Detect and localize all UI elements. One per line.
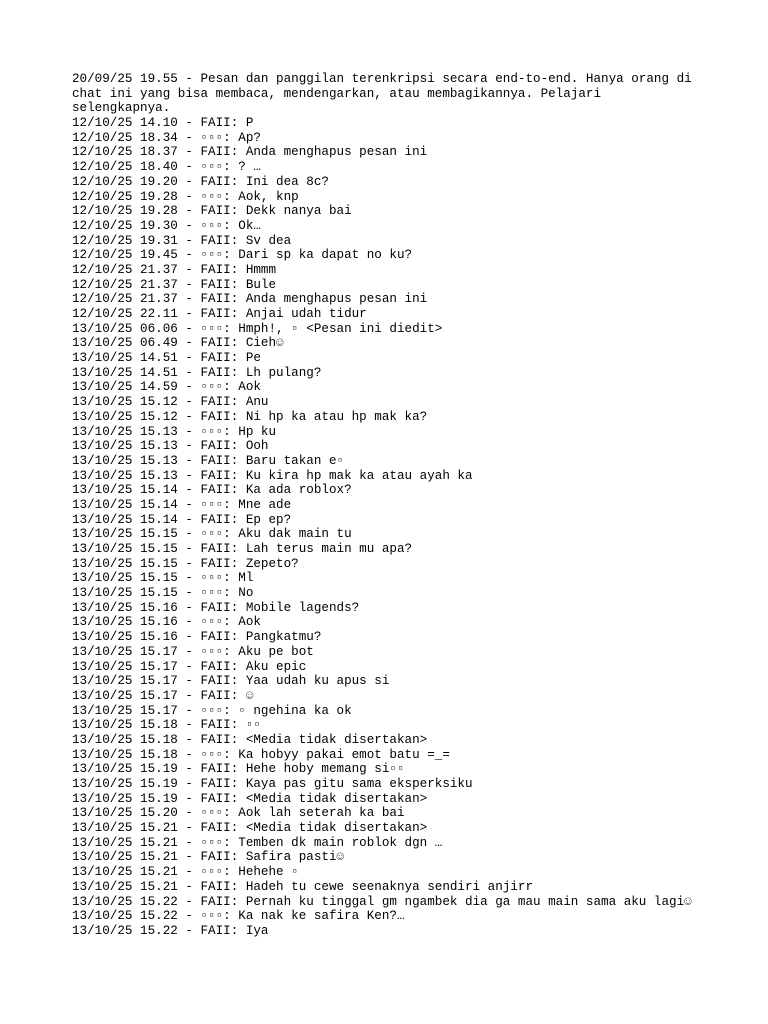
chat-message-line: 13/10/25 15.16 - FAII: Pangkatmu? (72, 630, 322, 645)
chat-message-line: 12/10/25 18.40 - ▫▫▫: ? … (72, 160, 261, 175)
chat-message-line: 13/10/25 15.22 - ▫▫▫: Ka nak ke safira Ken?… (72, 909, 405, 924)
chat-message-line: 13/10/25 14.59 - ▫▫▫: Aok (72, 380, 261, 395)
chat-message-line: 12/10/25 14.10 - FAII: P (72, 116, 254, 131)
chat-message-line: 13/10/25 15.13 - FAII: Baru takan e▫ (72, 453, 345, 468)
chat-message-line: 13/10/25 15.17 - ▫▫▫: Aku pe bot (72, 644, 314, 659)
chat-message-line: 13/10/25 15.16 - FAII: Mobile lagends? (72, 600, 360, 615)
chat-message-line: 12/10/25 19.30 - ▫▫▫: Ok… (72, 218, 261, 233)
chat-message-line: 13/10/25 15.14 - FAII: Ep ep? (72, 512, 292, 527)
chat-message-line: 12/10/25 18.37 - FAII: Anda menghapus pesan ini (72, 145, 428, 160)
chat-message-line: 13/10/25 14.51 - FAII: Pe (72, 351, 261, 366)
chat-message-line: 13/10/25 06.49 - FAII: Cieh☺ (72, 336, 284, 351)
chat-message-line: 13/10/25 15.19 - FAII: Kaya pas gitu sama eksperksiku (72, 777, 473, 791)
chat-export-document (72, 72, 702, 939)
chat-message-line: 13/10/25 15.20 - ▫▫▫: Aok lah seterah ka bai (72, 806, 405, 821)
chat-message-line: 13/10/25 15.13 - FAII: Ooh (72, 439, 269, 454)
chat-message-line: 12/10/25 21.37 - FAII: Hmmm (72, 262, 277, 277)
chat-message-line: 12/10/25 21.37 - FAII: Anda menghapus pesan ini (72, 292, 428, 307)
chat-message-line: 13/10/25 15.21 - FAII: Safira pasti☺ (72, 850, 345, 865)
chat-message-line: 13/10/25 15.16 - ▫▫▫: Aok (72, 615, 261, 630)
chat-message-line: 12/10/25 21.37 - FAII: Bule (72, 277, 277, 292)
chat-message-line: 12/10/25 19.28 - ▫▫▫: Aok, knp (72, 189, 299, 204)
chat-message-line: 12/10/25 19.31 - FAII: Sv dea (72, 233, 292, 248)
chat-message-line: 13/10/25 15.21 - ▫▫▫: Temben dk main roblok dgn … (72, 835, 443, 850)
chat-message-line: 13/10/25 15.18 - ▫▫▫: Ka hobyy pakai emot batu =_= (72, 747, 450, 762)
chat-message-line: 13/10/25 15.15 - ▫▫▫: No (72, 586, 254, 601)
chat-message-line: 13/10/25 15.18 - FAII: <Media tidak disertakan> (72, 732, 428, 747)
chat-message-line: 13/10/25 15.15 - FAII: Lah terus main mu apa? (72, 542, 413, 556)
chat-message-line: 13/10/25 15.19 - FAII: Hehe hoby memang si▫▫ (72, 762, 405, 777)
chat-message-line: 13/10/25 15.14 - ▫▫▫: Mne ade (72, 497, 292, 512)
chat-message-line: 13/10/25 15.15 - ▫▫▫: Ml (72, 571, 254, 586)
chat-message-line: 13/10/25 15.22 - FAII: Pernah ku tinggal gm ngambek dia ga mau main sama aku lagi☺ (72, 894, 692, 909)
chat-message-line: 13/10/25 15.17 - FAII: ☺ (72, 688, 254, 703)
chat-message-line: 12/10/25 19.45 - ▫▫▫: Dari sp ka dapat no ku? (72, 248, 413, 263)
chat-message-line: 12/10/25 22.11 - FAII: Anjai udah tidur (72, 307, 367, 321)
chat-message-line: 13/10/25 15.21 - FAII: Hadeh tu cewe seenaknya sendiri anjirr (72, 879, 534, 894)
chat-message-line: 13/10/25 15.12 - FAII: Anu (72, 395, 269, 410)
chat-message-line: 13/10/25 15.17 - FAII: Yaa udah ku apus si (72, 674, 390, 689)
chat-message-list (72, 116, 702, 939)
encryption-notice: 20/09/25 19.55 - Pesan dan panggilan terenkripsi secara end-to-end. Hanya orang di chat ini yang bisa membaca, mendengarkan, atau membagikannya. Pelajari selengkapnya. (72, 72, 692, 116)
chat-message-line: 13/10/25 15.19 - FAII: <Media tidak disertakan> (72, 791, 428, 806)
chat-message-line: 13/10/25 15.13 - ▫▫▫: Hp ku (72, 424, 277, 439)
chat-message-line: 13/10/25 15.12 - FAII: Ni hp ka atau hp mak ka? (72, 409, 428, 424)
chat-message-line: 13/10/25 15.14 - FAII: Ka ada roblox? (72, 483, 352, 498)
chat-message-line: 12/10/25 19.20 - FAII: Ini dea 8c? (72, 174, 329, 189)
chat-message-line: 13/10/25 15.17 - ▫▫▫: ▫ ngehina ka ok (72, 703, 352, 718)
chat-message-line: 12/10/25 18.34 - ▫▫▫: Ap? (72, 130, 261, 145)
chat-message-line: 13/10/25 15.15 - FAII: Zepeto? (72, 556, 299, 571)
chat-message-line: 13/10/25 06.06 - ▫▫▫: Hmph!, ▫ <Pesan ini diedit> (72, 321, 443, 336)
chat-message-line: 13/10/25 15.22 - FAII: Iya (72, 923, 269, 938)
chat-message-line: 13/10/25 15.17 - FAII: Aku epic (72, 659, 307, 674)
chat-message-line: 13/10/25 15.13 - FAII: Ku kira hp mak ka atau ayah ka (72, 468, 473, 483)
chat-message-line: 13/10/25 15.21 - ▫▫▫: Hehehe ▫ (72, 865, 299, 880)
chat-message-line: 13/10/25 15.18 - FAII: ▫▫ (72, 718, 261, 733)
chat-message-line: 13/10/25 15.21 - FAII: <Media tidak disertakan> (72, 821, 428, 836)
chat-message-line: 12/10/25 19.28 - FAII: Dekk nanya bai (72, 204, 352, 219)
chat-message-line: 13/10/25 14.51 - FAII: Lh pulang? (72, 365, 322, 380)
chat-message-line: 13/10/25 15.15 - ▫▫▫: Aku dak main tu (72, 527, 352, 542)
